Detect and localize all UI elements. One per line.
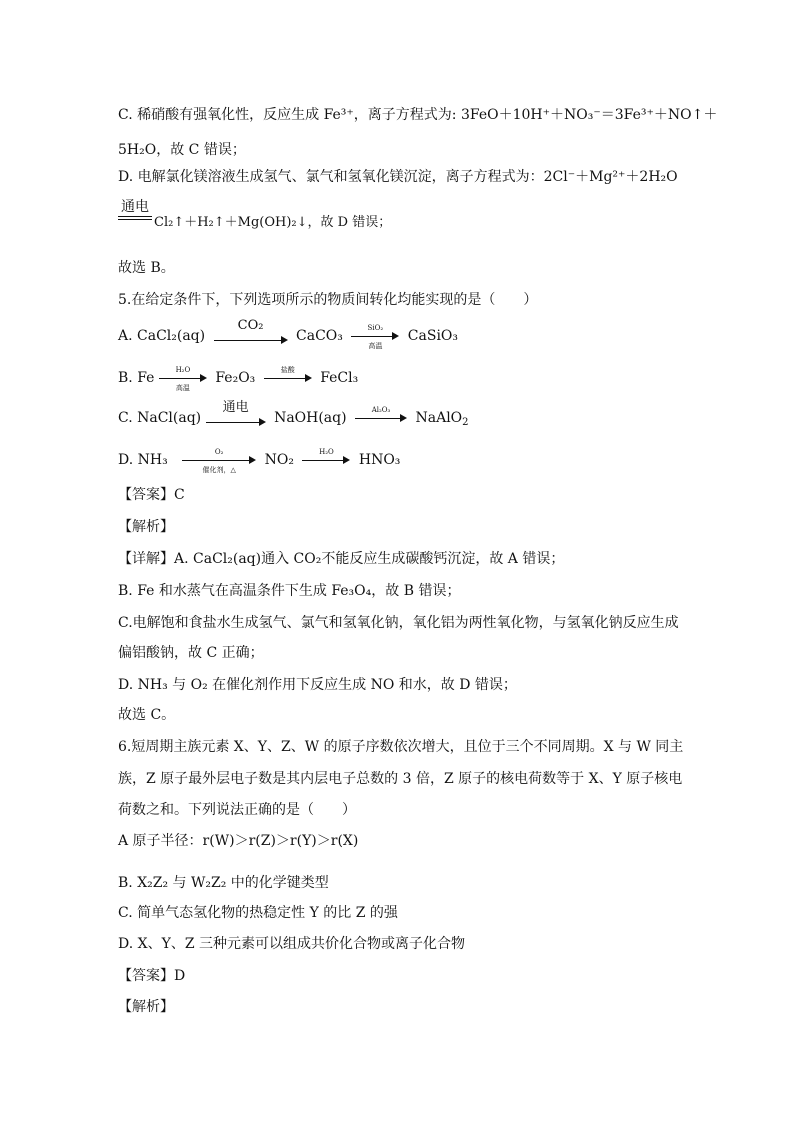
prev-conclusion: 故选 B。 (118, 260, 175, 276)
q5-detail-c2: 偏铝酸钠，故 C 正确； (118, 645, 264, 661)
q6-option-a: A 原子半径：r(W)＞r(Z)＞r(Y)＞r(X) (118, 833, 359, 849)
q5-option-c (118, 400, 469, 433)
species: FeCl₃ (320, 370, 359, 386)
reaction-arrow (206, 400, 266, 427)
species: NO₂ (264, 452, 294, 468)
q6-option-d: D. X、Y、Z 三种元素可以组成共价化合物或离子化合物 (118, 936, 466, 952)
q5-analysis-head: 【解析】 (118, 519, 174, 535)
reaction-arrow (214, 318, 288, 345)
reaction-arrow (182, 448, 256, 474)
q5-option-d (118, 448, 401, 474)
option-d-line2: Cl₂↑＋H₂↑＋Mg(OH)₂↓，故 D 错误； (154, 215, 392, 230)
q5-detail-d: D. NH₃ 与 O₂ 在催化剂作用下反应生成 NO 和水，故 D 错误； (118, 677, 517, 693)
species: CaCO₃ (296, 328, 343, 344)
species: NaCl(aq) (137, 410, 202, 426)
reaction-arrow (159, 366, 207, 392)
option-c-line1: C. 稀硝酸有强氧化性，反应生成 Fe³⁺，离子方程式为: 3FeO＋10H⁺＋NO₃⁻＝3Fe³⁺＋NO↑＋ (118, 107, 718, 123)
q6-stem-line3: 荷数之和。下列说法正确的是（ ） (118, 802, 356, 818)
species: NaOH(aq) (274, 410, 347, 426)
arrow-condition-bottom: 高温 (175, 384, 190, 392)
q5-detail-a: 【详解】A. CaCl₂(aq)通入 CO₂不能反应生成碳酸钙沉淀，故 A 错误； (118, 551, 565, 567)
q5-conclusion: 故选 C。 (118, 707, 176, 723)
reaction-arrow (351, 324, 399, 350)
arrow-condition-bottom: 高温 (368, 342, 383, 350)
species: CaSiO₃ (407, 328, 459, 344)
q6-option-c: C. 简单气态氢化物的热稳定性 Y 的比 Z 的强 (118, 905, 398, 921)
species: Fe₂O₃ (215, 370, 256, 386)
reaction-arrow (264, 366, 312, 387)
arrow-condition: 通电 (222, 400, 249, 415)
q5-option-a (118, 318, 459, 350)
q5-answer: 【答案】C (118, 487, 185, 503)
q6-option-b: B. X₂Z₂ 与 W₂Z₂ 中的化学键类型 (118, 875, 329, 891)
option-label: D. (118, 452, 134, 468)
species: HNO₃ (358, 452, 401, 468)
q6-stem-line1: 6.短周期主族元素 X、Y、Z、W 的原子序数依次增大，且位于三个不同周期。X 与 W 同主 (118, 739, 684, 755)
arrow-condition-top: O₂ (214, 448, 224, 456)
q5-option-b (118, 366, 359, 392)
q6-stem-line2: 族，Z 原子最外层电子数是其内层电子总数的 3 倍，Z 原子的核电荷数等于 X、Y 原子核电 (118, 771, 683, 787)
option-label: B. (118, 370, 133, 386)
arrow-condition-top: Al₂O₃ (371, 406, 391, 414)
arrow-condition-bottom: 催化剂，△ (202, 466, 236, 474)
arrow-condition-top: H₂O (319, 448, 334, 456)
species: Fe (137, 370, 155, 386)
q5-detail-b: B. Fe 和水蒸气在高温条件下生成 Fe₃O₄，故 B 错误； (118, 583, 461, 599)
species: CaCl₂(aq) (137, 328, 206, 344)
reaction-arrow (355, 406, 407, 427)
species: NH₃ (137, 452, 168, 468)
q5-stem: 5.在给定条件下，下列选项所示的物质间转化均能实现的是（ ） (118, 292, 538, 308)
arrow-condition-top: 盐酸 (280, 366, 295, 374)
option-label: C. (118, 410, 133, 426)
option-d-line1: D. 电解氯化镁溶液生成氢气、氯气和氢氧化镁沉淀，离子方程式为：2Cl⁻＋Mg²⁺＋2H₂O (118, 169, 678, 185)
q6-answer: 【答案】D (118, 968, 186, 984)
electrolysis-condition: 通电 (121, 199, 149, 215)
electrolysis-equal-sign (118, 200, 152, 220)
arrow-condition-top: H₂O (175, 366, 191, 374)
option-c-line2: 5H₂O，故 C 错误； (118, 142, 246, 158)
arrow-condition-top: SiO₂ (367, 324, 384, 332)
arrow-condition: CO₂ (237, 318, 264, 333)
option-label: A. (118, 328, 133, 344)
q6-analysis-head: 【解析】 (118, 999, 174, 1015)
q5-detail-c1: C.电解饱和食盐水生成氢气、氯气和氢氧化钠，氧化铝为两性氧化物，与氢氧化钠反应生成 (118, 615, 679, 631)
species: NaAlO$_2$ (415, 410, 469, 428)
reaction-arrow (302, 448, 350, 469)
